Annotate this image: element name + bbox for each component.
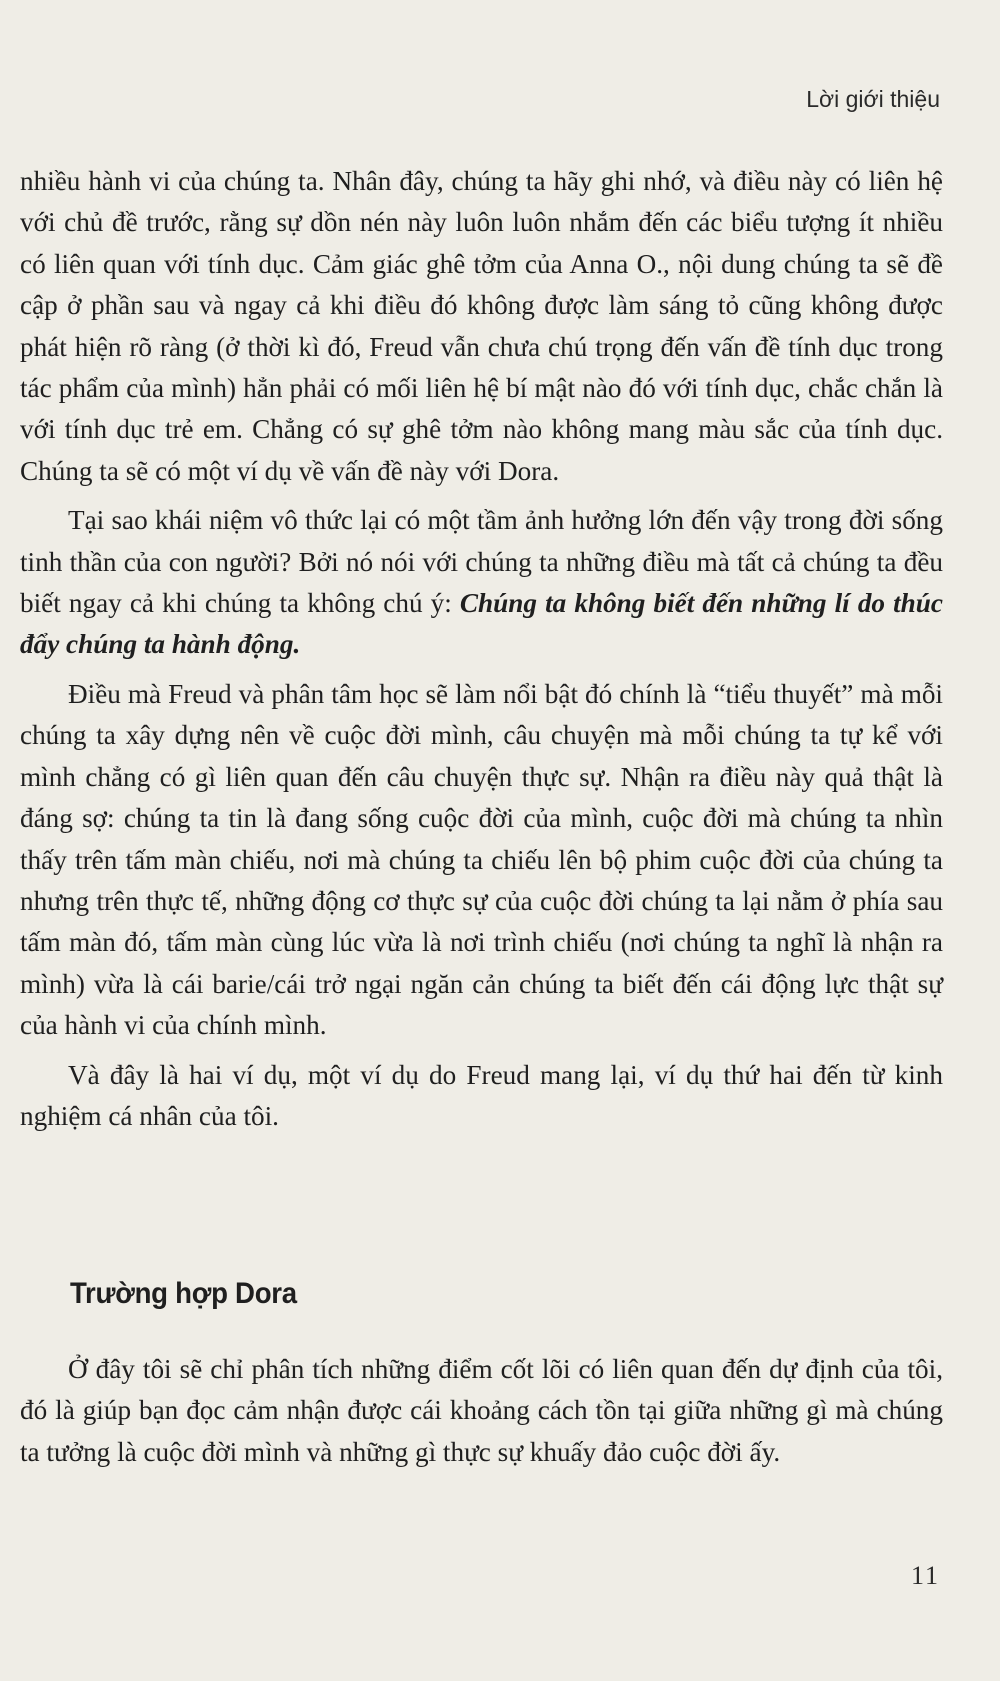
paragraph-unconscious	[20, 500, 943, 666]
section-body	[20, 1349, 943, 1473]
page-number: 11	[910, 1561, 940, 1590]
paragraph-examples: Và đây là hai ví dụ, một ví dụ do Freud mang lại, ví dụ thứ hai đến từ kinh nghiệm cá nhân của tôi.	[20, 1059, 943, 1131]
running-header: Lời giới thiệu	[806, 86, 940, 112]
paragraph-continuation: nhiều hành vi của chúng ta. Nhân đây, chúng ta hãy ghi nhớ, và điều này có liên hệ với chủ đề trước, rằng sự dồn nén này luôn luôn nhắm đến các biểu tượng ít nhiều có liên quan với tính dục. Cảm giác ghê tởm của Anna O., nội dung chúng ta sẽ đề cập ở phần sau và ngay cả khi điều đó không được làm sáng tỏ cũng không được phát hiện rõ ràng (ở thời kì đó, Freud vẫn chưa chú trọng đến vấn đề tính dục trong tác phẩm của mình) hẳn phải có mối liên hệ bí mật nào đó với tính dục, chắc chắn là với tính dục trẻ em. Chẳng có sự ghê tởm nào không mang màu sắc của tính dục. Chúng ta sẽ có một ví dụ về vấn đề này với Dora.	[20, 166, 943, 486]
paragraph-novel: Điều mà Freud và phân tâm học sẽ làm nổi bật đó chính là “tiểu thuyết” mà mỗi chúng ta xây dựng nên về cuộc đời mình, câu chuyện mà mỗi chúng ta tự kể với mình chẳng có gì liên quan đến câu chuyện thực sự. Nhận ra điều này quả thật là đáng sợ: chúng ta tin là đang sống cuộc đời của mình, cuộc đời mà chúng ta nhìn thấy trên tấm màn chiếu, nơi mà chúng ta chiếu lên bộ phim cuộc đời của chúng ta nhưng trên thực tế, những động cơ thực sự của cuộc đời chúng ta lại nằm ở phía sau tấm màn đó, tấm màn cùng lúc vừa là nơi trình chiếu (nơi chúng ta nghĩ là nhận ra mình) vừa là cái barie/cái trở ngại ngăn cản chúng ta biết đến cái động lực thật sự của hành vi của chính mình.	[20, 678, 943, 1041]
emphasized-sentence: Chúng ta không biết đến những lí do thúc đẩy chúng ta hành động.	[20, 588, 943, 660]
section-heading: Trường hợp Dora	[70, 1277, 297, 1310]
section-paragraph: Ở đây tôi sẽ chỉ phân tích những điểm cốt lõi có liên quan đến dự định của tôi, đó là giúp bạn đọc cảm nhận được cái khoảng cách tồn tại giữa những gì mà chúng ta tưởng là cuộc đời mình và những gì thực sự khuấy đảo cuộc đời ấy.	[20, 1354, 943, 1467]
paragraph-unconscious-text: Tại sao khái niệm vô thức lại có một tầm ảnh hưởng lớn đến vậy trong đời sống tinh thần của con người? Bởi nó nói với chúng ta những điều mà tất cả chúng ta đều biết ngay cả khi chúng ta không chú ý:	[20, 505, 943, 619]
body-text	[20, 161, 943, 1145]
